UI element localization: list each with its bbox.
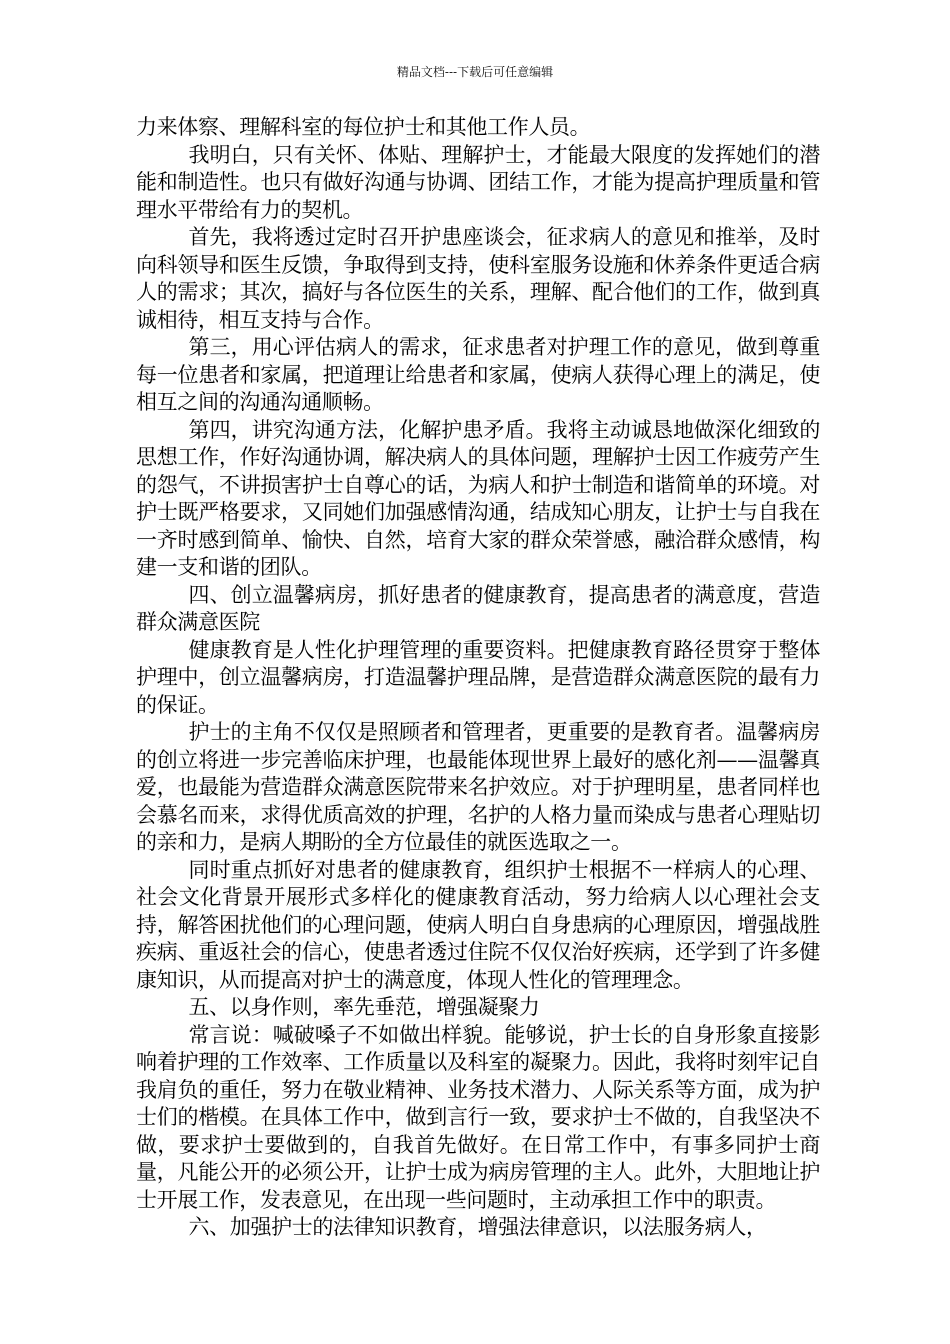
section-heading: 四、创立温馨病房，抓好患者的健康教育，提高患者的满意度，营造群众满意医院 (136, 582, 820, 634)
paragraph: 第四，讲究沟通方法，化解护患矛盾。我将主动诚恳地做深化细致的思想工作，作好沟通协调，解决病人的具体问题，理解护士因工作疲劳产生的怨气，不讲损害护士自尊心的话，为病人和护士制造和谐简单的环境。对护士既严格要求，又同她们加强感情沟通，结成知心朋友，让护士与自我在一齐时感到简单、愉快、自然，培育大家的群众荣誉感，融洽群众感情，构建一支和谐的团队。 (136, 417, 820, 579)
paragraph: 同时重点抓好对患者的健康教育，组织护士根据不一样病人的心理、社会文化背景开展形式多样化的健康教育活动，努力给病人以心理社会支持，解答困扰他们的心理问题，使病人明白自身患病的心理原因，增强战胜疾病、重返社会的信心，使患者透过住院不仅仅治好疾病，还学到了许多健康知识，从而提高对护士的满意度，体现人性化的管理理念。 (136, 857, 820, 992)
paragraph: 健康教育是人性化护理管理的重要资料。把健康教育路径贯穿于整体护理中，创立温馨病房，打造温馨护理品牌，是营造群众满意医院的最有力的保证。 (136, 637, 820, 717)
section-heading: 五、以身作则，率先垂范，增强凝聚力 (188, 995, 540, 1019)
section-heading: 六、加强护士的法律知识教育，增强法律意识，以法服务病人， (188, 1215, 767, 1239)
paragraph: 力来体察、理解科室的每位护士和其他工作人员。 (136, 115, 591, 139)
paragraph: 我明白，只有关怀、体贴、理解护士，才能最大限度的发挥她们的潜能和制造性。也只有做好沟通与协调、团结工作，才能为提高护理质量和管理水平带给有力的契机。 (136, 142, 820, 222)
document-body (136, 114, 820, 1242)
paragraph: 常言说：喊破嗓子不如做出样貌。能够说，护士长的自身形象直接影响着护理的工作效率、工作质量以及科室的凝聚力。因此，我将时刻牢记自我肩负的重任，努力在敬业精神、业务技术潜力、人际关系等方面，成为护士们的楷模。在具体工作中，做到言行一致，要求护士不做的，自我坚决不做，要求护士要做到的，自我首先做好。在日常工作中，有事多同护士商量，凡能公开的必须公开，让护士成为病房管理的主人。此外，大胆地让护士开展工作，发表意见，在出现一些问题时，主动承担工作中的职责。 (136, 1022, 820, 1212)
paragraph: 第三，用心评估病人的需求，征求患者对护理工作的意见，做到尊重每一位患者和家属，把道理让给患者和家属，使病人获得心理上的满足，使相互之间的沟通沟通顺畅。 (136, 335, 820, 414)
paragraph: 护士的主角不仅仅是照顾者和管理者，更重要的是教育者。温馨病房的创立将进一步完善临床护理，也最能体现世界上最好的感化剂——温馨真爱，也最能为营造群众满意医院带来名护效应。对于护理明星，患者同样也会慕名而来，求得优质高效的护理，名护的人格力量而染成与患者心理贴切的亲和力，是病人期盼的全方位最佳的就医选取之一。 (136, 720, 820, 854)
page-header: 精品文档---下载后可任意编辑 (396, 65, 554, 79)
paragraph: 首先，我将透过定时召开护患座谈会，征求病人的意见和推举，及时向科领导和医生反馈，争取得到支持，使科室服务设施和休养条件更适合病人的需求；其次，搞好与各位医生的关系，理解、配合他们的工作，做到真诚相待，相互支持与合作。 (136, 225, 820, 332)
